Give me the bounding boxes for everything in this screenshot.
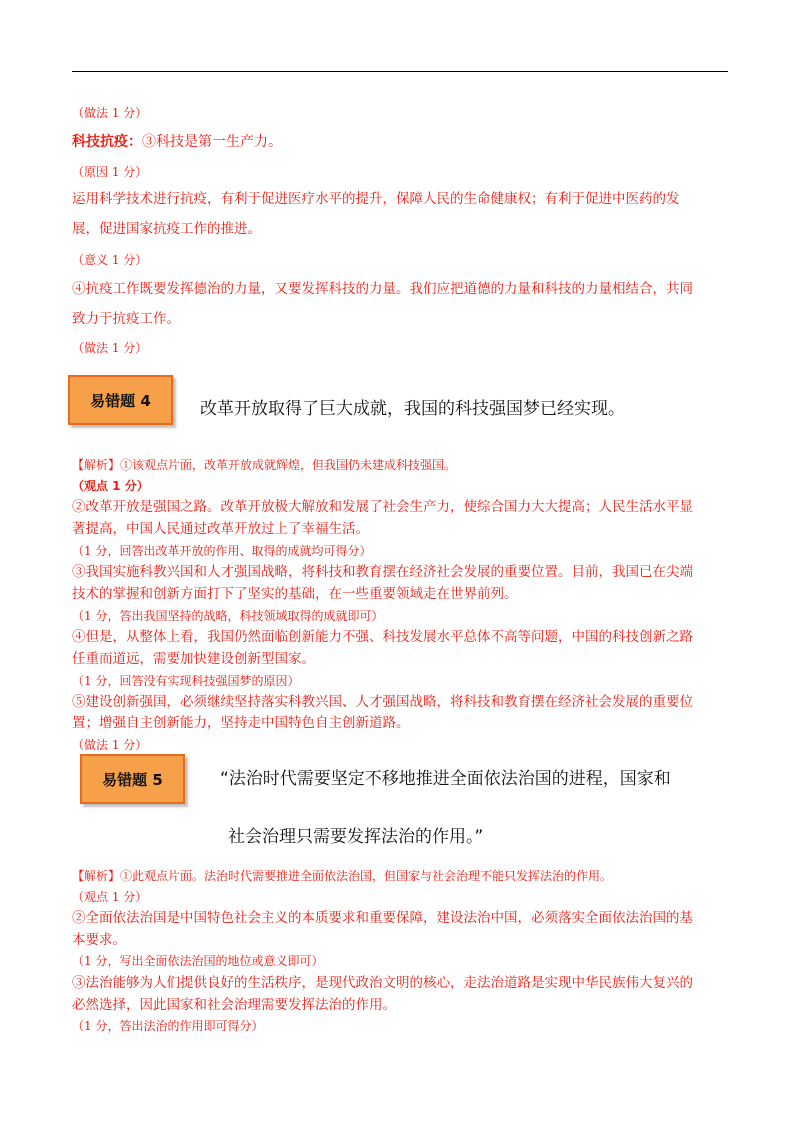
analysis-line: ②改革开放是强国之路。改革开放极大解放和发展了社会生产力，使综合国力大大提高；人民生活水平显 bbox=[72, 499, 693, 515]
analysis-line: 【解析】①该观点片面，改革开放成就辉煌，但我国仍未建成科技强国。 bbox=[72, 458, 457, 472]
score-note: （原因 1 分） bbox=[72, 165, 148, 179]
heading-keji-kangyi: 科技抗疫： bbox=[72, 134, 142, 150]
score-note: （观点 1 分） bbox=[72, 890, 148, 904]
text-line: ④抗疫工作既要发挥德治的力量，又要发挥科技的力量。我们应把道德的力量和科技的力量相结合，共同 bbox=[72, 281, 693, 297]
analysis-line: 【解析】①此观点片面。法治时代需要推进全面依法治国，但国家与社会治理不能只发挥法治的作用。 bbox=[72, 869, 613, 883]
text-line: 致力于抗疫工作。 bbox=[72, 311, 180, 327]
analysis-line: 必然选择，因此国家和社会治理需要发挥法治的作用。 bbox=[72, 997, 396, 1013]
analysis-line: ⑤建设创新强国，必须继续坚持落实科教兴国、人才强国战略，将科技和教育摆在经济社会发展的重要位 bbox=[72, 694, 693, 710]
text-line bbox=[72, 132, 282, 152]
score-note: （做法 1 分） bbox=[72, 106, 148, 120]
analysis-line: ②全面依法治国是中国特色社会主义的本质要求和重要保障，建设法治中国，必须落实全面依法治国的基 bbox=[72, 910, 693, 926]
score-note: （意义 1 分） bbox=[72, 253, 148, 267]
score-note: （1 分，答出法治的作用即可得分） bbox=[72, 1019, 264, 1033]
question-title-5-line2: 社会治理只需要发挥法治的作用。” bbox=[228, 827, 484, 847]
question-badge-4: 易错题 4 bbox=[68, 375, 173, 425]
score-note: （观点 1 分） bbox=[72, 479, 149, 493]
analysis-line: ④但是，从整体上看，我国仍然面临创新能力不强、科技发展水平总体不高等问题，中国的科技创新之路 bbox=[72, 629, 693, 645]
analysis-line: 技术的掌握和创新方面打下了坚实的基础，在一些重要领域走在世界前列。 bbox=[72, 586, 518, 602]
analysis-line: 本要求。 bbox=[72, 932, 126, 948]
analysis-line: 任重而道远，需要加快建设创新型国家。 bbox=[72, 651, 315, 667]
score-note: （1 分，回答出改革开放的作用、取得的成就均可得分） bbox=[72, 544, 372, 558]
analysis-line: 著提高，中国人民通过改革开放过上了幸福生活。 bbox=[72, 521, 369, 537]
question-title-5-line1: “法治时代需要坚定不移地推进全面依法治国的进程，国家和 bbox=[220, 769, 671, 789]
text-line: 运用科学技术进行抗疫，有利于促进医疗水平的提升，保障人民的生命健康权；有利于促进中医药的发 bbox=[72, 191, 680, 207]
question-badge-5: 易错题 5 bbox=[80, 754, 185, 804]
score-note: （1 分，写出全面依法治国的地位或意义即可） bbox=[72, 954, 324, 968]
score-note: （1 分，答出我国坚持的战略，科技领域取得的成就即可） bbox=[72, 609, 384, 623]
analysis-line: 置；增强自主创新能力，坚持走中国特色自主创新道路。 bbox=[72, 715, 410, 731]
header-rule bbox=[72, 71, 728, 72]
analysis-line: ③我国实施科教兴国和人才强国战略，将科技和教育摆在经济社会发展的重要位置。目前，我国已在尖端 bbox=[72, 564, 693, 580]
analysis-line: ③法治能够为人们提供良好的生活秩序，是现代政治文明的核心，走法治道路是实现中华民族伟大复兴的 bbox=[72, 975, 693, 991]
text-span: ③科技是第一生产力。 bbox=[142, 134, 282, 150]
text-line: 展，促进国家抗疫工作的推进。 bbox=[72, 221, 261, 237]
score-note: （1 分，回答没有实现科技强国梦的原因） bbox=[72, 674, 300, 688]
question-title-4: 改革开放取得了巨大成就，我国的科技强国梦已经实现。 bbox=[200, 399, 625, 419]
score-note: （做法 1 分） bbox=[72, 738, 148, 752]
score-note: （做法 1 分） bbox=[72, 341, 148, 355]
